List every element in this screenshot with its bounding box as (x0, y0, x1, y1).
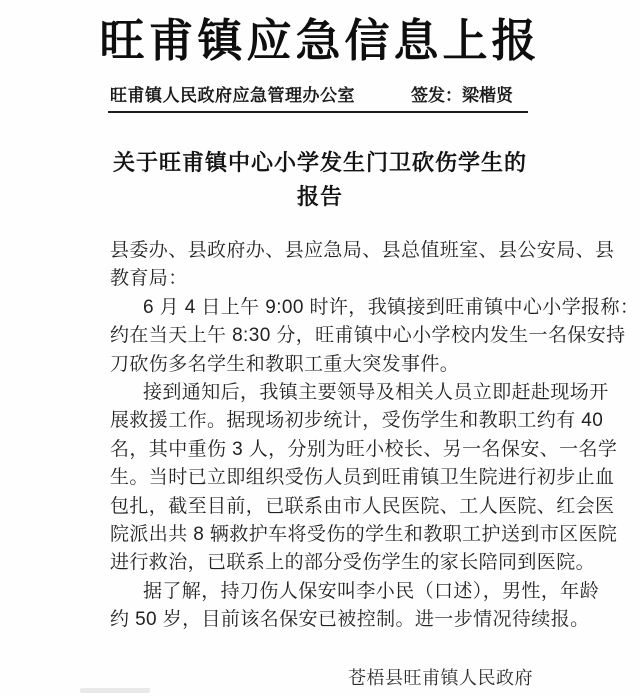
body-line: 展救援工作。据现场初步统计，受伤学生和教职工约有 40 (110, 410, 604, 432)
issuer-signoff: 签发：梁楷贤 (411, 86, 513, 105)
body-line: 县委办、县政府办、县应急局、县总值班室、县公安局、县 (110, 240, 615, 261)
issuing-office-name: 旺甫镇人民政府应急管理办公室 (110, 86, 355, 105)
body-line: 名，其中重伤 3 人，分别为旺小校长、另一名保安、一名学 (110, 438, 618, 460)
body-line: 生。当时已立即组织受伤人员到旺甫镇卫生院进行初步止血 (110, 467, 615, 489)
body-line: 接到通知后，我镇主要领导及相关人员立即赶赴现场开 (143, 381, 609, 403)
scan-artifact (80, 688, 150, 693)
document-title-line-1: 关于旺甫镇中心小学发生门卫砍伤学生的 (112, 150, 527, 175)
signature-authority: 苍梧县旺甫镇人民政府 (348, 668, 533, 688)
body-line: 教育局： (110, 268, 188, 290)
body-line: 院派出共 8 辆救护车将受伤的学生和教职工护送到市区医院 (110, 523, 618, 545)
header-divider-rule (108, 111, 528, 113)
document-title (60, 146, 580, 214)
body-line: 据了解，持刀伤人保安叫李小民（口述），男性，年龄 (143, 580, 600, 602)
body-lines (110, 237, 640, 634)
document-title-line-2: 报告 (296, 184, 343, 209)
report-header-title: 旺甫镇应急信息上报 (99, 16, 541, 66)
body-line: 约在当天上午 8:30 分，旺甫镇中心小学校内发生一名保安持 (110, 325, 626, 347)
body-line: 6 月 4 日上午 9:00 时许，我镇接到旺甫镇中心小学报称： (143, 296, 640, 318)
body-line: 刀砍伤多名学生和教职工重大突发事件。 (110, 353, 460, 375)
body-line: 进行救治，已联系上的部分受伤学生的家长陪同到医院。 (110, 552, 596, 574)
body-line: 包扎，截至目前，已联系由市人民医院、工人医院、红会医 (110, 495, 615, 517)
body-line: 约 50 岁，目前该名保安已被控制。进一步情况待续报。 (110, 609, 590, 631)
